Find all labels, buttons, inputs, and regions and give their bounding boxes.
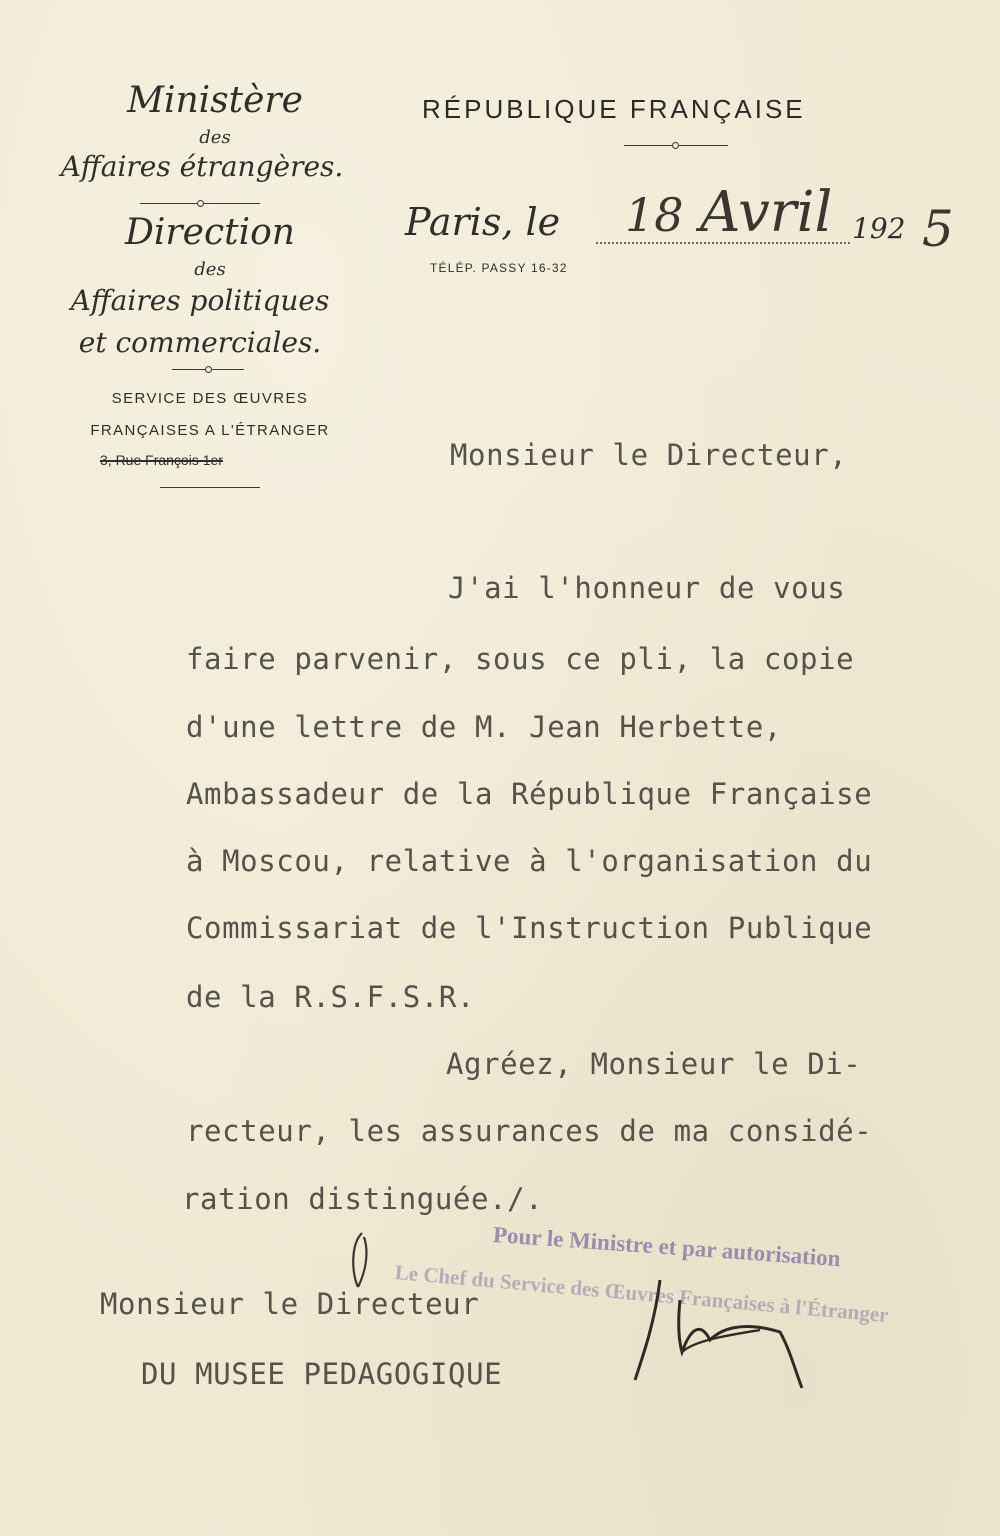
service-line-2: FRANÇAISES A L'ÉTRANGER bbox=[90, 422, 330, 439]
header-divider bbox=[624, 145, 728, 146]
struck-address: 3, Rue François 1er bbox=[100, 452, 223, 468]
signature bbox=[620, 1260, 820, 1400]
republic-title: RÉPUBLIQUE FRANÇAISE bbox=[422, 94, 806, 124]
body-line-2: faire parvenir, sous ce pli, la copie bbox=[186, 642, 855, 676]
recipient-line-1: Monsieur le Directeur bbox=[100, 1287, 480, 1321]
body-line-1: J'ai l'honneur de vous bbox=[448, 571, 846, 605]
date-month: Avril bbox=[700, 180, 833, 245]
letterhead-des-1: des bbox=[199, 127, 231, 148]
letterhead-des-2: des bbox=[194, 259, 226, 280]
letterhead-affaires-etrangeres: Affaires étrangères. bbox=[60, 150, 344, 183]
body-line-4: Ambassadeur de la République Française bbox=[186, 777, 873, 811]
telephone: TÉLÉP. PASSY 16-32 bbox=[430, 261, 568, 275]
place-label: Paris, le bbox=[405, 200, 561, 244]
letterhead-affaires-politiques: Affaires politiques bbox=[70, 284, 330, 317]
letterhead-divider-1 bbox=[140, 203, 260, 204]
year-digit: 5 bbox=[922, 200, 954, 258]
recipient-line-2: DU MUSEE PEDAGOGIQUE bbox=[141, 1357, 503, 1391]
letterhead-ministere: Ministère bbox=[127, 80, 303, 121]
stamp-line-1: Pour le Ministre et par autorisation bbox=[492, 1222, 842, 1272]
letterhead-divider-3 bbox=[160, 487, 260, 488]
body-line-8: Agréez, Monsieur le Di- bbox=[446, 1047, 862, 1081]
body-line-9: recteur, les assurances de ma considé- bbox=[186, 1114, 873, 1148]
stamp-line-2: Le Chef du Service des Œuvres Françaises à l'Étranger bbox=[393, 1260, 890, 1328]
year-prefix: 192 bbox=[852, 212, 906, 245]
letterhead-divider-2 bbox=[172, 369, 244, 370]
service-line-1: SERVICE DES ŒUVRES bbox=[111, 390, 309, 407]
body-line-7: de la R.S.F.S.R. bbox=[186, 980, 475, 1014]
letterhead-commerciales: et commerciales. bbox=[78, 326, 322, 359]
salutation: Monsieur le Directeur, bbox=[450, 438, 848, 472]
body-line-10: ration distinguée./. bbox=[182, 1182, 544, 1216]
body-line-3: d'une lettre de M. Jean Herbette, bbox=[186, 710, 782, 744]
body-line-6: Commissariat de l'Instruction Publique bbox=[186, 911, 873, 945]
date-day: 18 bbox=[625, 188, 684, 242]
initial-mark bbox=[340, 1225, 380, 1295]
body-line-5: à Moscou, relative à l'organisation du bbox=[186, 844, 873, 878]
letterhead-direction: Direction bbox=[125, 212, 295, 253]
